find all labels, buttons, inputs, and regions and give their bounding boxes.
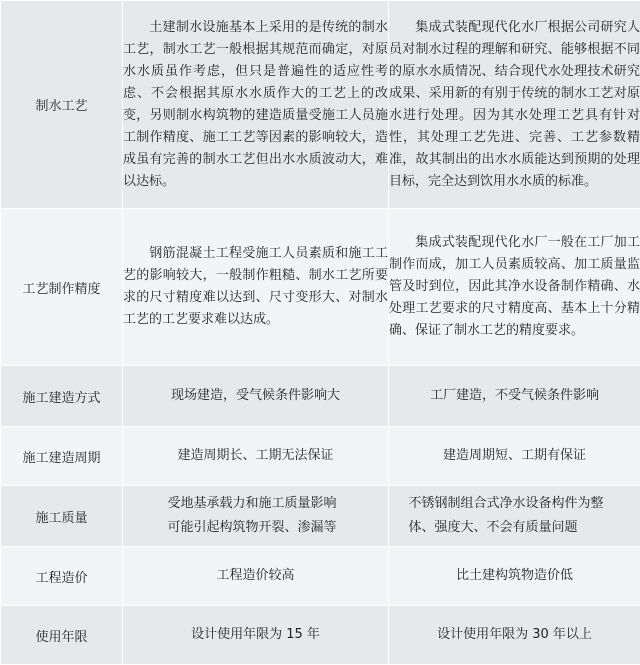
civil-precision-text: 钢筋混凝土工程受施工人员素质和施工工艺的影响较大，一般制作粗糙、制水工艺所要求的尺寸精度难以达到、尺寸变形大、对制水工艺的工艺要求难以达成。: [123, 209, 389, 366]
civil-cost-text: 工程造价较高: [123, 547, 389, 606]
civil-quality-text: 受地基承载力和施工质量影响可能引起构筑物开裂、渗漏等: [123, 486, 389, 547]
row-label-period: 施工建造周期: [1, 427, 123, 486]
civil-lifespan-text: 设计使用年限为 15 年: [123, 606, 389, 665]
table-row: [1, 606, 640, 665]
row-label-process: 制水工艺: [1, 1, 123, 209]
table-row: [1, 209, 640, 366]
table-row: [1, 427, 640, 486]
row-label-cost: 工程造价: [1, 547, 123, 606]
row-label-method: 施工建造方式: [1, 366, 123, 427]
civil-process-text: 土建制水设施基本上采用的是传统的制水工艺，制水工艺一般根据其规范而确定，对原水水质虽作考虑，但只是普遍性的适应性考虑、不会根据其原水水质作大的工艺上的改变，另则制水构筑物的建造质量受施工人员施工制作精度、施工工艺等因素的影响较大，造成虽有完善的制水工艺但出水水质波动大，难以达标。: [123, 1, 389, 209]
table-row: [1, 486, 640, 547]
table-row: [1, 366, 640, 427]
table-row: [1, 1, 640, 209]
prefab-lifespan-text: 设计使用年限为 30 年以上: [389, 606, 640, 665]
prefab-method-text: 工厂建造，不受气候条件影响: [389, 366, 640, 427]
civil-method-text: 现场建造，受气候条件影响大: [123, 366, 389, 427]
table-row: [1, 547, 640, 606]
row-label-quality: 施工质量: [1, 486, 123, 547]
prefab-period-text: 建造周期短、工期有保证: [389, 427, 640, 486]
prefab-process-text: 集成式装配现代化水厂根据公司研究人员对制水过程的理解和研究、能够根据不同的原水水质情况、结合现代水处理技术研究成果、采用新的有别于传统的制水工艺对原水进行处理。因为其水处理工艺具有针对性，其处理工艺先进、完善、工艺参数精准，故其制出的出水水质能达到预期的处理目标，完全达到饮用水水质的标准。: [389, 1, 640, 209]
row-label-precision: 工艺制作精度: [1, 209, 123, 366]
row-label-lifespan: 使用年限: [1, 606, 123, 665]
prefab-quality-text: 不锈钢制组合式净水设备构件为整体、强度大、不会有质量问题: [389, 486, 640, 547]
prefab-cost-text: 比土建构筑物造价低: [389, 547, 640, 606]
civil-period-text: 建造周期长、工期无法保证: [123, 427, 389, 486]
prefab-precision-text: 集成式装配现代化水厂一般在工厂加工制作而成，加工人员素质较高、加工质量监管及时到位，因此其净水设备制作精确、水处理工艺要求的尺寸精度高、基本上十分精确、保证了制水工艺的精度要求。: [389, 209, 640, 366]
